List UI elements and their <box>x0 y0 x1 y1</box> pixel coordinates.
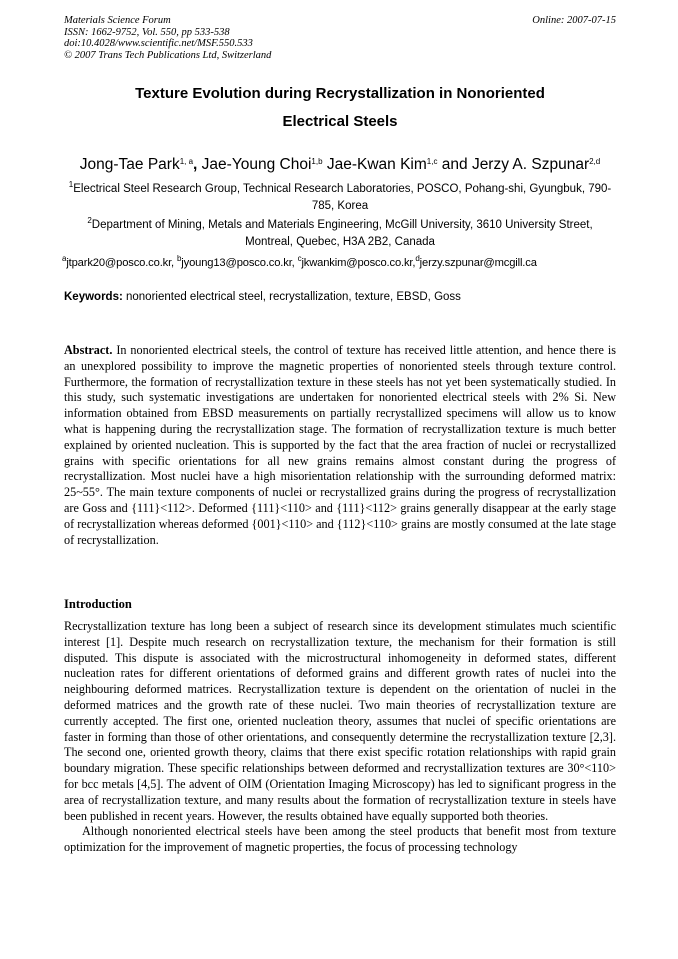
title-line-1: Texture Evolution during Recrystallization in Nonoriented <box>135 85 545 102</box>
abstract-text: In nonoriented electrical steels, the control of texture has received little attention, and hence there is an unexplored possibility to improve the magnetic properties of nonoriented steels through texture control. Furthermore, the formation of recrystallization texture in these steels has not yet been systematically studied. In this study, such systematic investigations are undertaken for nonoriented electrical steels with 2% Si. New information obtained from EBSD measurements on partially recrystallized specimens will allow us to know what is happening during the recrystallization stage. The formation of recrystallization texture is much better explained by oriented nucleation. This is supported by the fact that the area fraction of nuclei or recrystallized grains with specific orientations for all new grains remains almost constant during the progress of recrystallization. Most nuclei have a high misorientation relationship with the surrounding deformed matrix: 25~55°. The main texture components of nuclei or recrystallized grains during the progress of recrystallization are Goss and {111}<112>. Deformed {111}<110> and {111}<112> grains generally disappear at the early stage of recrystallization whereas deformed {001}<110> and {112}<110> grains are mostly consumed at the late stage of recrystallization. <box>64 343 616 547</box>
journal-name: Materials Science Forum <box>64 15 171 26</box>
issn-line: ISSN: 1662-9752, Vol. 550, pp 533-538 <box>64 26 230 38</box>
doi-line[interactable]: doi:10.4028/www.scientific.net/MSF.550.533 <box>64 38 253 49</box>
affiliation-number: 2 <box>87 216 92 226</box>
abstract <box>64 343 616 548</box>
author-affiliation-mark: 1,b <box>311 157 323 167</box>
author-name: Jae-Young Choi <box>201 156 312 173</box>
keywords-text: nonoriented electrical steel, recrystallization, texture, EBSD, Goss <box>122 291 461 303</box>
email-mark: a <box>62 254 67 264</box>
author-separator: and <box>437 156 472 173</box>
introduction-body <box>64 619 616 856</box>
author-list <box>64 155 616 175</box>
author-affiliation-mark: 1, a <box>179 157 194 167</box>
author-affiliation-mark: 1,c <box>426 157 438 167</box>
affiliation-2 <box>64 217 616 251</box>
email-mark: c <box>297 254 302 264</box>
affiliation-text: Department of Mining, Metals and Materials Engineering, McGill University, 3610 University Street, Montreal, Quebec, H3A 2B2, Canada <box>91 219 593 248</box>
email-mark: b <box>176 254 182 264</box>
affiliation-1 <box>64 181 616 215</box>
paper-title <box>64 80 616 136</box>
journal-header <box>64 15 616 61</box>
email-address[interactable]: jyoung13@posco.co.kr, <box>181 257 298 269</box>
affiliation-text: Electrical Steel Research Group, Technical Research Laboratories, POSCO, Pohang-shi, Gyungbuk, 790-785, Korea <box>73 183 612 212</box>
introduction-paragraph: Recrystallization texture has long been a subject of research since its development stimulates much scientific interest [1]. Despite much research on recrystallization texture, the mechanism for their formation is still disputed. This dispute is associated with the microstructural inhomogeneity in deformed states, different nucleation rates for different orientations of deformed grains and different growth rates of nuclei into the neighbouring deformed matrices. Recrystallization texture is dependent on the orientation of nuclei in the deformed matrices and the growth rate of these nuclei. Two main theories of recrystallization texture are currently accepted. The first one, oriented nucleation theory, assumes that nuclei of specific orientations are faster in forming than those of other orientations, and consequently determine the recrystallization texture [2,3]. The second one, oriented growth theory, claims that there exist specific rotation relationships with rapid grain boundary migration. These specific relationships between deformed and recrystallization textures are 30°<110> for bcc metals [4,5]. The advent of OIM (Orientation Imaging Microscopy) has led to significant progress in the area of recrystallization texture, and many results about the formation of recrystallization texture in steels have been published in recent years. However, the results obtained have equally supported both theories. <box>64 619 616 823</box>
affiliation-number: 1 <box>68 180 74 190</box>
introduction-paragraph: Although nonoriented electrical steels have been among the steel products that benefit most from texture optimization for the improvement of magnetic properties, the focus of processing technology <box>64 824 616 855</box>
email-mark: d <box>415 254 420 264</box>
abstract-label: Abstract. <box>64 343 113 357</box>
title-line-2: Electrical Steels <box>282 113 398 130</box>
author-name: Jae-Kwan Kim <box>326 156 427 173</box>
author-name: Jong-Tae Park <box>79 156 180 173</box>
email-address[interactable]: jerzy.szpunar@mcgill.ca <box>419 257 537 269</box>
keywords-label: Keywords: <box>64 291 123 303</box>
author-separator: , <box>193 156 202 173</box>
keywords <box>64 290 616 305</box>
author-affiliation-mark: 2,d <box>589 157 601 167</box>
author-name: Jerzy A. Szpunar <box>471 156 590 173</box>
introduction-heading: Introduction <box>64 597 132 611</box>
email-address[interactable]: jkwankim@posco.co.kr, <box>301 257 416 269</box>
copyright-line: © 2007 Trans Tech Publications Ltd, Switzerland <box>64 49 272 61</box>
online-date: Online: 2007-07-15 <box>532 15 616 26</box>
email-address[interactable]: jtpark20@posco.co.kr, <box>66 257 177 269</box>
author-emails <box>62 256 618 270</box>
